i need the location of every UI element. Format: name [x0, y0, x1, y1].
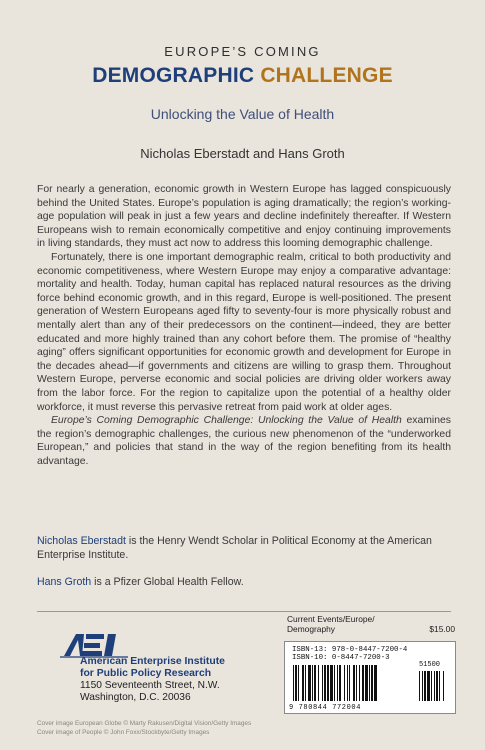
isbn-10: ISBN-10: 0-8447-7200-3 — [292, 654, 390, 662]
category-line-2: Demography — [287, 624, 335, 634]
address-line-1: 1150 Seventeenth Street, N.W. — [80, 680, 220, 691]
description-body — [37, 183, 451, 468]
barcode-graphic — [291, 665, 451, 705]
address-line-2: Washington, D.C. 20036 — [80, 691, 191, 703]
isbn-barcode-box — [284, 641, 456, 714]
author-bio-text-eberstadt: is the Henry Wendt Scholar in Political Economy at the American Enterprise Institute. — [37, 535, 432, 561]
publisher-name-line-1: American Enterprise Institute — [80, 656, 225, 667]
title-part-demographic: DEMOGRAPHIC — [92, 64, 255, 87]
aei-logo-icon — [60, 632, 130, 658]
credit-line-2: Cover image of People © John Foxx/Stockbyte/Getty Images — [37, 729, 210, 736]
book-subtitle: Unlocking the Value of Health — [150, 106, 335, 122]
barcode-number: 9 780844 772004 — [289, 704, 362, 712]
book-title — [0, 64, 485, 88]
description-paragraph-2: Fortunately, there is one important demographic realm, critical to both productivity and economic competitiveness, where Western Europe may enjoy a comparative advantage: mortality and health. Today, human capital has replaced natural resources as the driving force behind economic growth, and in this regard, Europe is well-positioned. The present generation of Western Europeans aged fifty to seventy-four is more physically robust and mentally alert than any of their predecessors on the continent—indeed, they are better educated and more highly trained than any cohort before them. The promise of “healthy aging” offers significant opportunities for economic growth and development for Europe in the decades ahead—if governments and citizens are willing to grasp them. Throughout Western Europe, perverse economic and social policies are driving older workers away from the labor force. For the region to capitalize upon the potential of a healthy older workforce, it must reverse this pervasive retreat from paid work at older ages. — [37, 251, 451, 413]
description-paragraph-1: For nearly a generation, economic growth in Western Europe has lagged conspicuously behind the United States. Europe’s population is aging dramatically; the region’s working-age population will peak in just a few years and decline indefinitely thereafter. If Western Europeans wish to remain economically competitive and enjoy continuing improvements in living standards, they must act now to address this looming demographic challenge. — [37, 184, 451, 250]
price-addon-code: 51500 — [419, 661, 441, 669]
author-bio-eberstadt — [37, 535, 451, 563]
book-title-italic: Europe’s Coming Demographic Challenge: Unlocking the Value of Health — [51, 415, 402, 427]
image-credits — [37, 719, 251, 737]
publisher-name-line-2: for Public Policy Research — [80, 667, 212, 679]
description-paragraph-3 — [37, 414, 451, 468]
isbn-13: ISBN-13: 978-0-8447-7200-4 — [292, 646, 408, 654]
title-part-challenge: CHALLENGE — [260, 64, 393, 87]
divider-rule — [37, 611, 451, 612]
paragraph-3-text: examines the region’s demographic challenges, the curious new phenomenon of the “underworked European,” and policies that stand in the way of the region benefiting from its health advantage. — [37, 415, 451, 467]
author-bio-text-groth: is a Pfizer Global Health Fellow. — [91, 576, 244, 588]
publisher-name — [80, 656, 225, 679]
publisher-address — [80, 680, 220, 703]
category-line-1: Current Events/Europe/ — [287, 614, 375, 624]
credit-line-1: Cover image European Globe © Marty Rakusen/Digital Vision/Getty Images — [37, 720, 252, 727]
author-bio-groth — [37, 576, 451, 590]
author-name-groth: Hans Groth — [37, 576, 92, 588]
series-kicker: EUROPE’S COMING — [164, 44, 321, 59]
author-name-eberstadt: Nicholas Eberstadt — [37, 535, 126, 547]
book-authors: Nicholas Eberstadt and Hans Groth — [140, 146, 345, 161]
price-label: $15.00 — [429, 624, 455, 634]
